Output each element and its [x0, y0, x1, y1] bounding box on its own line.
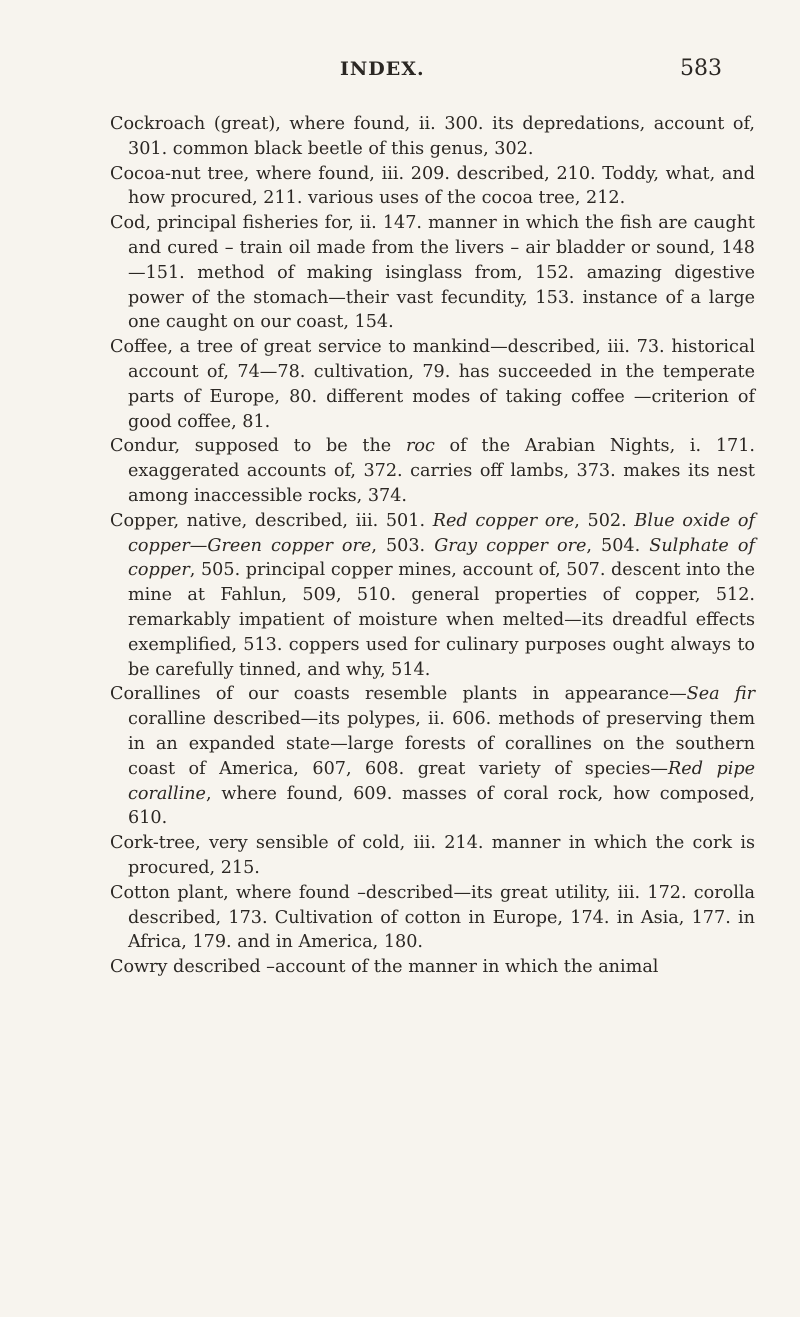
- entry-text: Cowry described –account of the manner in which the animal: [110, 957, 659, 978]
- italic-term: Sulphate of copper: [128, 535, 755, 581]
- index-entry: [110, 831, 755, 881]
- entry-text: of the Arabian Nights, i. 171. exaggerated accounts of, 372. carries off lambs, 373. makes its nest among inaccessible rocks, 374.: [128, 436, 755, 506]
- entry-text: , where found, 609. masses of coral rock, how composed, 610.: [128, 783, 755, 829]
- index-entry: [110, 112, 755, 162]
- italic-term: roc: [405, 436, 435, 457]
- entry-text: Corallines of our coasts resemble plants in appearance—: [110, 684, 687, 705]
- italic-term: Blue oxide of copper—Green copper ore: [128, 510, 756, 556]
- italic-term: Sea fir: [686, 684, 755, 705]
- entry-text: , 502.: [574, 510, 635, 531]
- entry-text: , 503.: [371, 535, 435, 556]
- entry-text: Condur, supposed to be the: [110, 436, 406, 457]
- index-entry: [110, 682, 755, 831]
- page-number: 583: [680, 56, 722, 81]
- entry-text: Coffee, a tree of great service to mankind—described, iii. 73. historical account of, 74—78. cultivation, 79. has succeeded in the temperate parts of Europe, 80. different modes of taking coffee —criterion of good coffee, 81.: [110, 337, 755, 432]
- index-entry: [110, 211, 755, 335]
- entry-text: , 504.: [586, 535, 650, 556]
- index-entry: [110, 881, 755, 955]
- entry-text: Copper, native, described, iii. 501.: [110, 510, 433, 531]
- entry-text: Cockroach (great), where found, ii. 300. its depredations, account of, 301. common black beetle of this genus, 302.: [110, 114, 755, 159]
- index-entry: [110, 509, 755, 683]
- index-entry: [110, 335, 755, 434]
- index-entry: [110, 434, 755, 508]
- entry-text: , 505. principal copper mines, account of, 507. descent into the mine at Fahlun, 509, 510. general properties of copper, 512. remarkably impatient of moisture when melted—its dreadful effects exemplified, 513. coppers used for culinary purposes ought always to be carefully tinned, and why, 514.: [128, 560, 756, 680]
- entry-text: Cotton plant, where found –described—its great utility, iii. 172. corolla described, 173. Cultivation of cotton in Europe, 174. in Asia, 177. in Africa, 179. and in America, 180.: [110, 882, 755, 953]
- index-entry: [110, 162, 755, 212]
- italic-term: Red pipe coralline: [128, 758, 756, 804]
- entry-text: coralline described—its polypes, ii. 606. methods of preserving them in an expanded state—large forests of corallines on the southern coast of America, 607, 608. great variety of species—: [128, 709, 755, 779]
- entry-text: Cork-tree, very sensible of cold, iii. 214. manner in which the cork is procured, 215.: [110, 833, 755, 878]
- index-entry: [110, 955, 755, 980]
- italic-term: Red copper ore: [432, 510, 575, 531]
- italic-term: Gray copper ore: [434, 535, 587, 556]
- entry-text: Cod, principal fisheries for, ii. 147. manner in which the fish are caught and cured – train oil made from the livers – air bladder or sound, 148—151. method of making isinglass from, 152. amazing digestive power of the stomach—their vast fecundity, 153. instance of a large one caught on our coast, 154.: [110, 213, 755, 333]
- entry-text: Cocoa-nut tree, where found, iii. 209. described, 210. Toddy, what, and how procured, 211. various uses of the cocoa tree, 212.: [110, 163, 755, 209]
- index-entries: [110, 112, 755, 980]
- page-heading: INDEX.: [340, 58, 425, 80]
- running-head: [0, 58, 800, 88]
